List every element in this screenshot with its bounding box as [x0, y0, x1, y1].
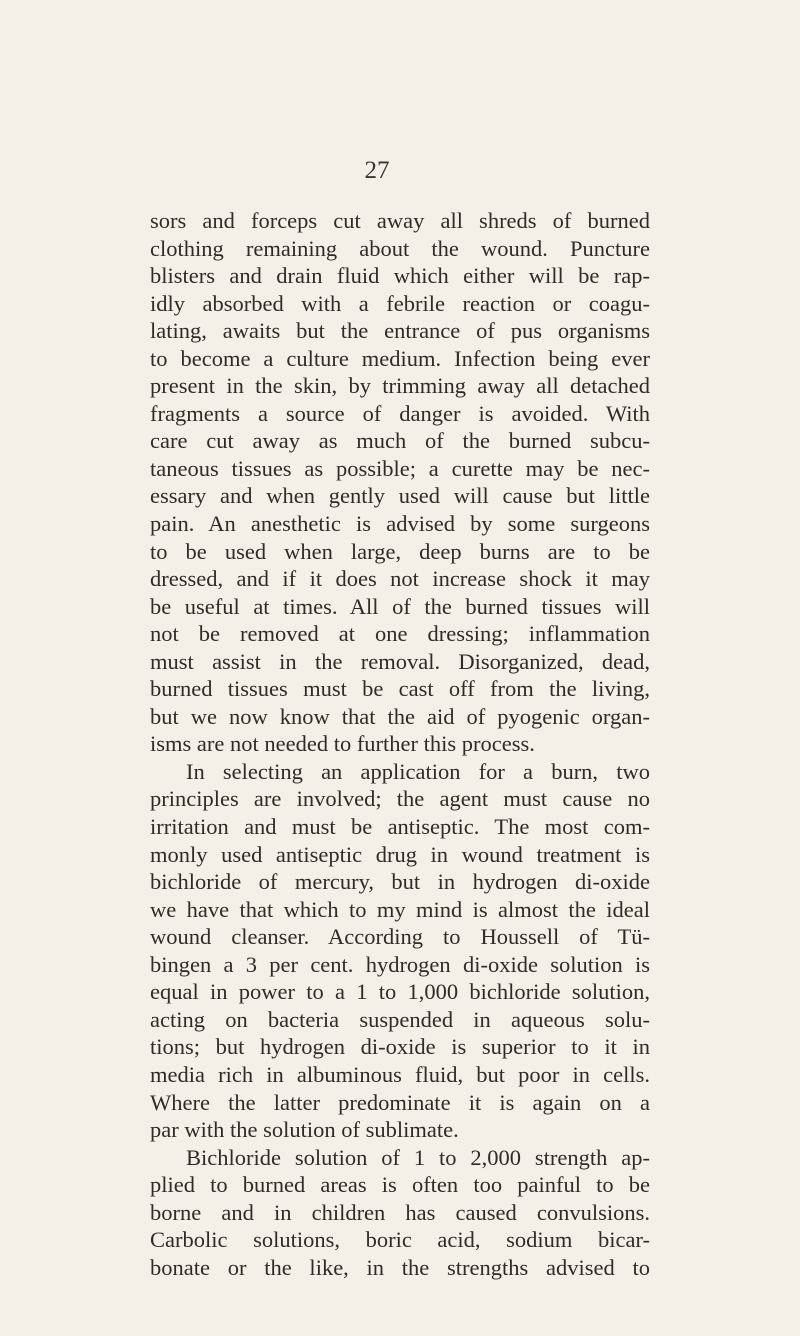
body-text: [150, 207, 650, 1281]
text-line: fragments a source of danger is avoided. With: [150, 400, 650, 426]
text-line: irritation and must be antiseptic. The most com-: [150, 814, 650, 840]
text-line: not be removed at one dressing; inflammation: [150, 621, 650, 647]
text-line: tions; but hydrogen di-oxide is superior to it in: [150, 1034, 650, 1060]
text-line: taneous tissues as possible; a curette may be nec-: [150, 455, 650, 481]
text-line: dressed, and if it does not increase shock it may: [150, 566, 650, 592]
text-line: to become a culture medium. Infection being ever: [150, 345, 650, 371]
text-line: Carbolic solutions, boric acid, sodium bicar-: [150, 1227, 650, 1253]
text-line: to be used when large, deep burns are to be: [150, 538, 650, 564]
text-line: par with the solution of sublimate.: [150, 1117, 459, 1143]
page-number: 27: [364, 157, 390, 184]
text-line: sors and forceps cut away all shreds of burned: [150, 208, 650, 233]
text-line: monly used antiseptic drug in wound treatment is: [150, 841, 650, 867]
text-line: essary and when gently used will cause but little: [150, 483, 650, 509]
text-line: wound cleanser. According to Houssell of Tü-: [150, 924, 650, 950]
text-line: In selecting an application for a burn, two: [186, 758, 650, 784]
text-line: but we now know that the aid of pyogenic organ-: [150, 703, 650, 729]
text-line: blisters and drain fluid which either will be rap-: [150, 263, 650, 289]
text-line: bingen a 3 per cent. hydrogen di-oxide solution is: [150, 951, 650, 977]
text-line: care cut away as much of the burned subcu-: [150, 428, 650, 454]
text-line: idly absorbed with a febrile reaction or coagu-: [150, 290, 650, 316]
text-line: present in the skin, by trimming away all detached: [150, 373, 650, 399]
text-line: lating, awaits but the entrance of pus organisms: [150, 318, 650, 344]
text-line: principles are involved; the agent must cause no: [150, 786, 650, 812]
text-line: borne and in children has caused convulsions.: [150, 1199, 650, 1225]
text-line: clothing remaining about the wound. Puncture: [150, 235, 650, 261]
text-line: bonate or the like, in the strengths advised to: [150, 1254, 650, 1280]
text-line: must assist in the removal. Disorganized, dead,: [150, 648, 650, 674]
text-line: Bichloride solution of 1 to 2,000 strength ap-: [186, 1144, 650, 1170]
text-line: pain. An anesthetic is advised by some surgeons: [150, 511, 650, 537]
text-line: be useful at times. All of the burned tissues will: [150, 593, 650, 619]
text-line: plied to burned areas is often too painful to be: [150, 1172, 650, 1198]
text-line: media rich in albuminous fluid, but poor in cells.: [150, 1061, 650, 1087]
text-line: Where the latter predominate it is again on a: [150, 1089, 650, 1115]
text-line: we have that which to my mind is almost the ideal: [150, 896, 650, 922]
text-line: equal in power to a 1 to 1,000 bichloride solution,: [150, 979, 650, 1005]
text-line: bichloride of mercury, but in hydrogen di-oxide: [150, 869, 650, 895]
text-line: acting on bacteria suspended in aqueous solu-: [150, 1006, 650, 1032]
text-line: isms are not needed to further this process.: [150, 731, 535, 757]
text-line: burned tissues must be cast off from the living,: [150, 676, 650, 702]
